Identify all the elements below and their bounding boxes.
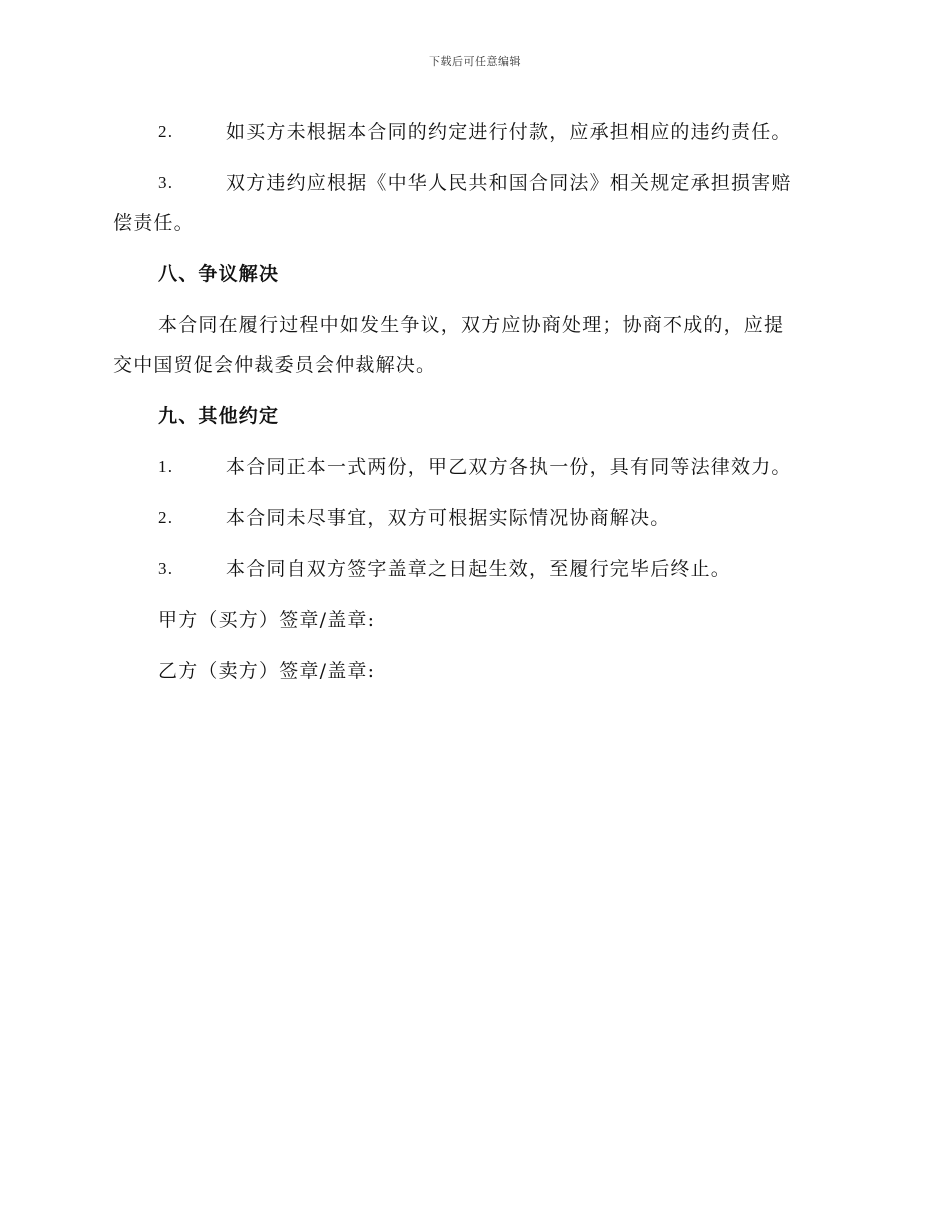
signature-party-a: 甲方（买方）签章/盖章: bbox=[158, 609, 376, 631]
clause-text: 如买方未根据本合同的约定进行付款，应承担相应的违约责任。 bbox=[226, 121, 792, 143]
document-body bbox=[113, 112, 833, 702]
dispute-line-1: 本合同在履行过程中如发生争议，双方应协商处理；协商不成的，应提 bbox=[158, 314, 785, 336]
section-heading-other: 九、其他约定 bbox=[158, 405, 280, 427]
clause-item bbox=[113, 498, 833, 538]
clause-item bbox=[113, 112, 833, 152]
clause-item bbox=[113, 447, 833, 487]
page-header-note: 下载后可任意编辑 bbox=[429, 55, 521, 68]
clause-item bbox=[113, 549, 833, 589]
clause-text: 本合同未尽事宜，双方可根据实际情况协商解决。 bbox=[226, 507, 671, 529]
dispute-line-2: 交中国贸促会仲裁委员会仲裁解决。 bbox=[113, 354, 437, 376]
clause-number: 2. bbox=[158, 122, 174, 141]
signature-party-b: 乙方（卖方）签章/盖章: bbox=[158, 660, 376, 682]
clause-item bbox=[113, 163, 833, 243]
dispute-paragraph bbox=[113, 305, 833, 385]
clause-number: 3. bbox=[158, 173, 174, 192]
clause-number: 1. bbox=[158, 457, 174, 476]
clause-number: 3. bbox=[158, 559, 174, 578]
clause-text-continuation: 偿责任。 bbox=[113, 212, 194, 234]
clause-text: 本合同正本一式两份，甲乙双方各执一份，具有同等法律效力。 bbox=[226, 456, 792, 478]
clause-text: 本合同自双方签字盖章之日起生效，至履行完毕后终止。 bbox=[226, 558, 732, 580]
clause-number: 2. bbox=[158, 508, 174, 527]
section-heading-dispute: 八、争议解决 bbox=[158, 263, 280, 285]
clause-text: 双方违约应根据《中华人民共和国合同法》相关规定承担损害赔 bbox=[226, 172, 792, 194]
